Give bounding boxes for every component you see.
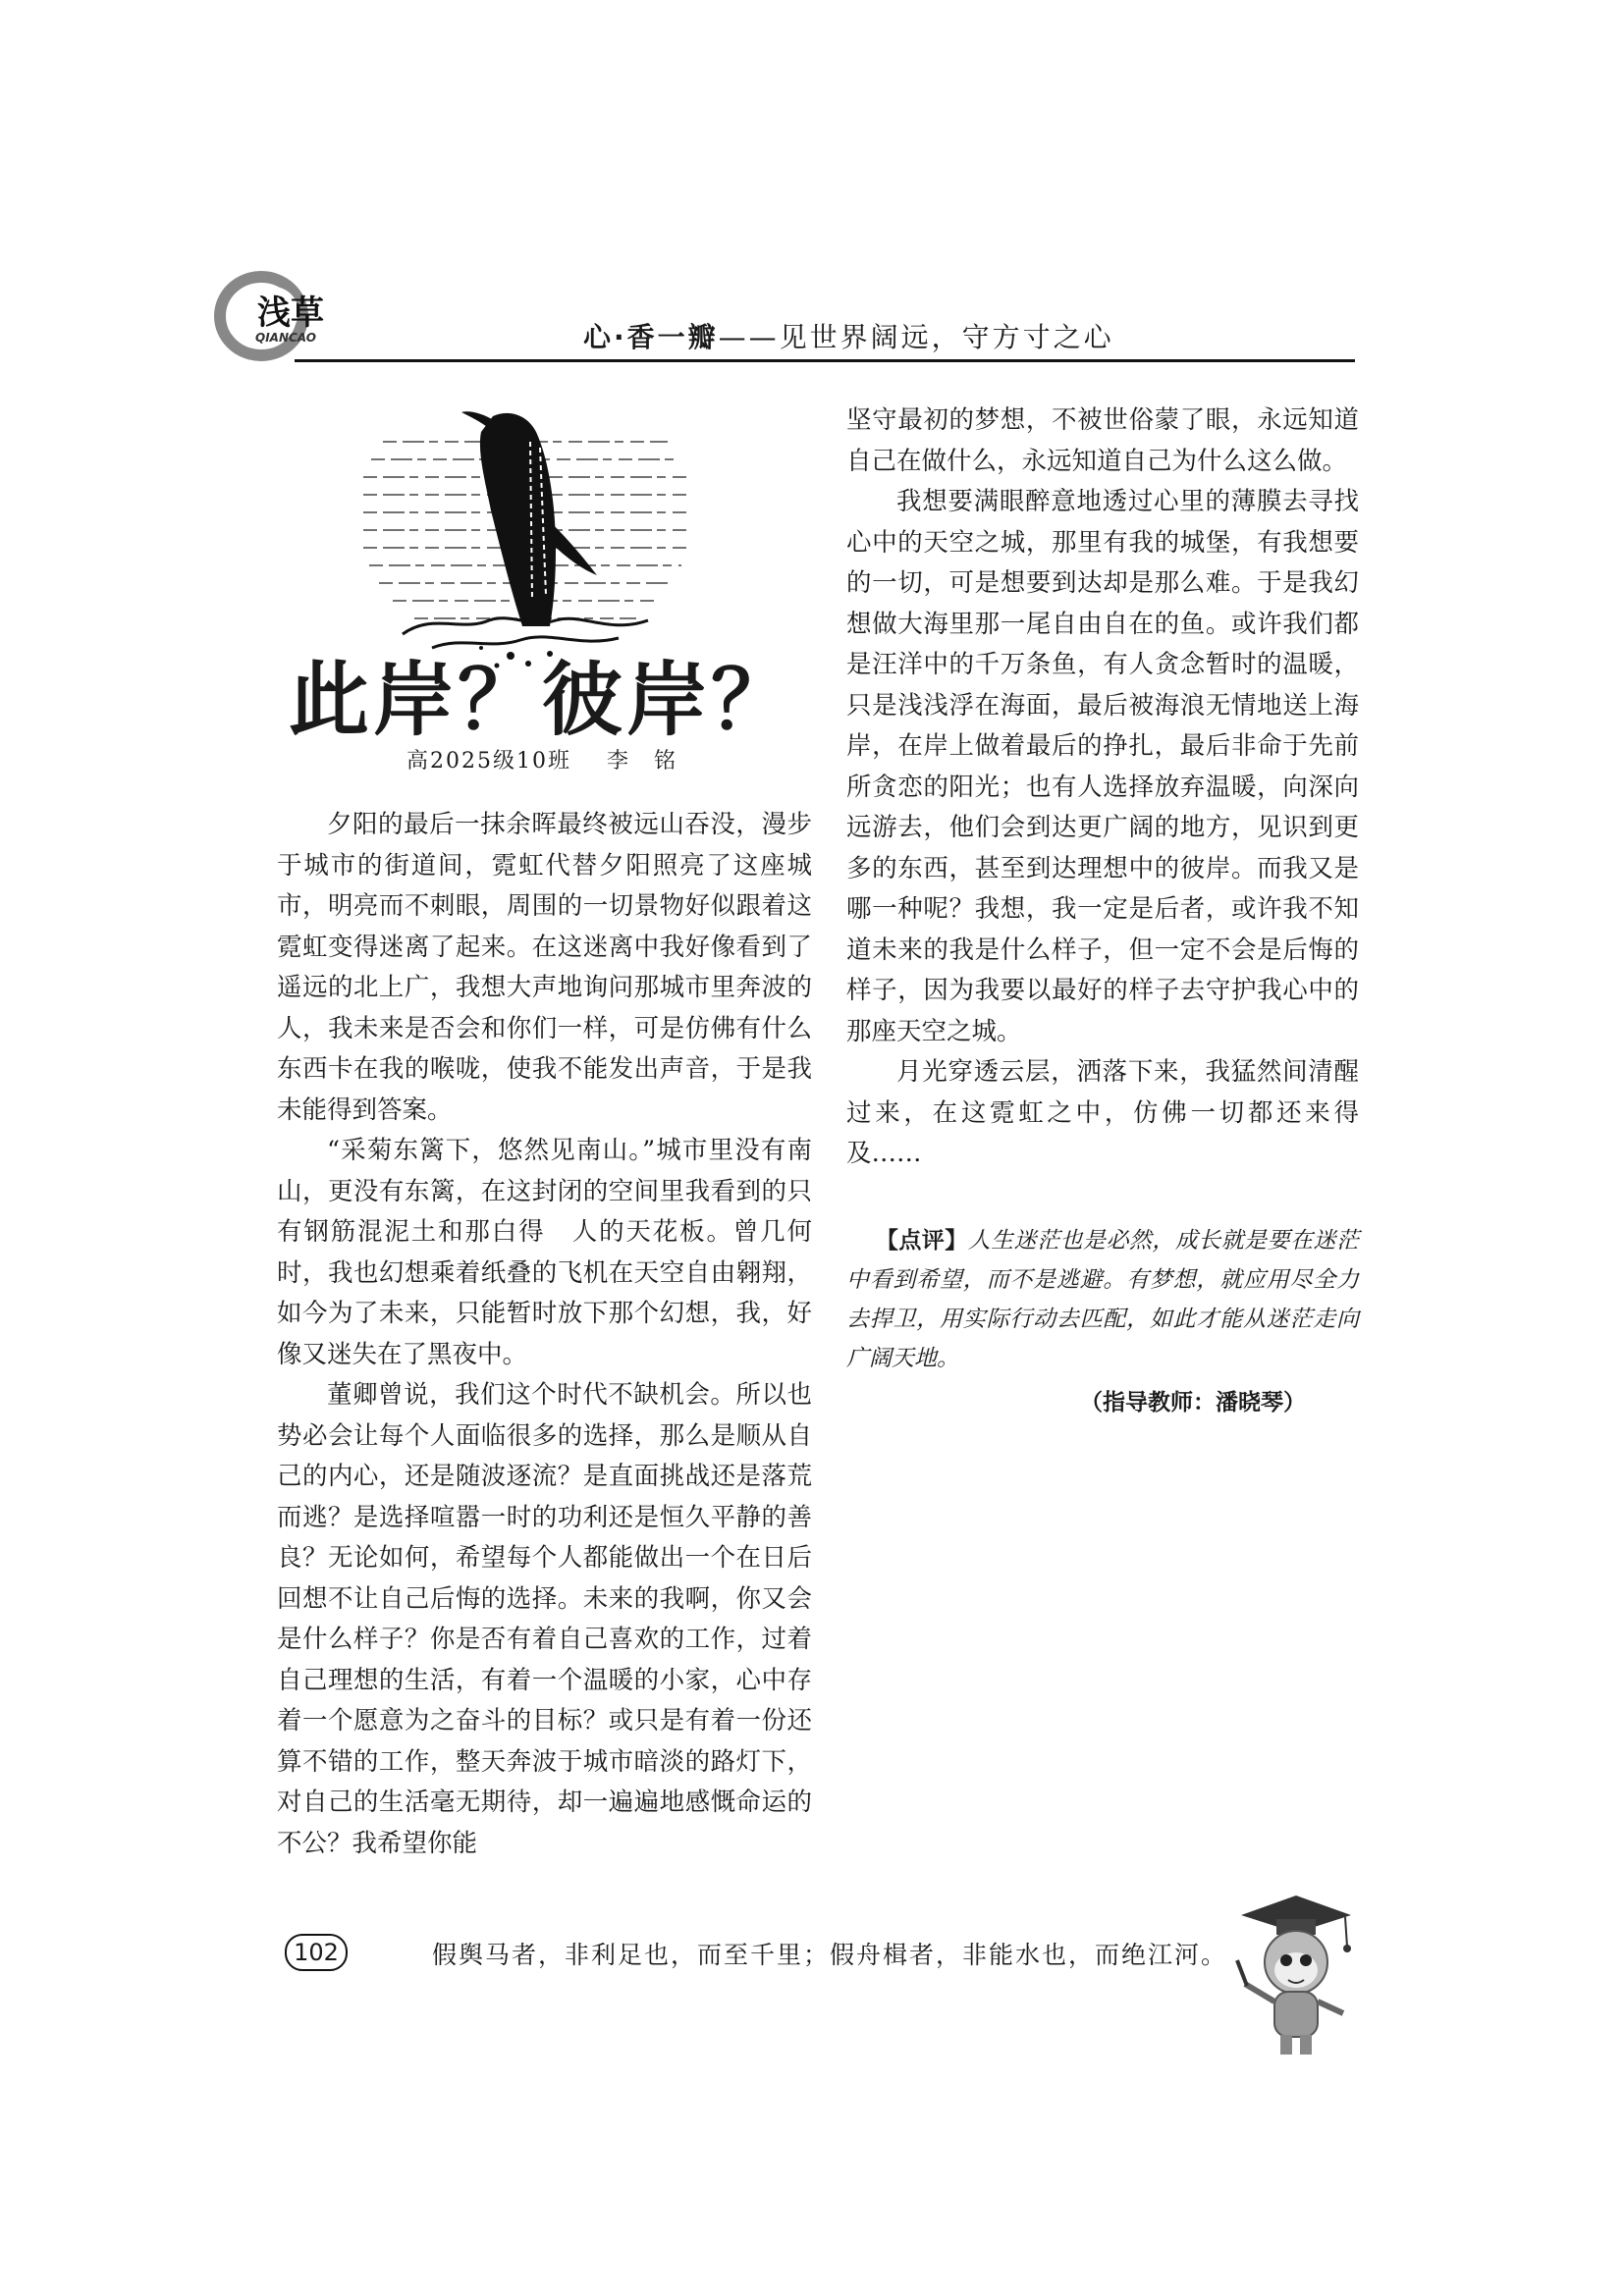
paragraph: 夕阳的最后一抹余晖最终被远山吞没，漫步于城市的街道间，霓虹代替夕阳照亮了这座城市，明亮而不刺眼，周围的一切景物好似跟着这霓虹变得迷离了起来。在这迷离中我好像看到了遥远的北上广，我想大声地询问那城市里奔波的人，我未来是否会和你们一样，可是仿佛有什么东西卡在我的喉咙，使我不能发出声音，于是我未能得到答案。 (277, 810, 812, 1125)
magazine-logo (214, 267, 371, 361)
scholar-mascot-icon (1227, 1890, 1365, 2066)
column-name: 心·香一瓣 (583, 321, 719, 353)
footer-motto: 假舆马者，非利足也，而至千里；假舟楫者，非能水也，而绝江河。 (432, 1941, 1228, 1969)
page-number: 102 (285, 1934, 348, 1971)
column-slogan: ——见世界阔远，守方寸之心 (718, 321, 1114, 353)
paragraph: 月光穿透云层，洒落下来，我猛然间清醒过来，在这霓虹之中，仿佛一切都还来得及…… (846, 1057, 1359, 1168)
logo-text: 浅草 (257, 294, 324, 333)
paragraph: “采菊东篱下，悠然见南山。”城市里没有南山，更没有东篱，在这封闭的空间里我看到的只有钢筋混泥土和那白得 人的天花板。曾几何时，我也幻想乘着纸叠的飞机在天空自由翱翔，如今为了未来，只能暂时放下那个幻想，我，好像又迷失在了黑夜中。 (277, 1136, 812, 1369)
comment-tag: 【点评】 (875, 1227, 968, 1254)
right-column (846, 400, 1359, 1175)
author-class: 高2025级10班 (406, 749, 571, 774)
comment-text: 人生迷茫也是必然，成长就是要在迷茫中看到希望，而不是逃避。有梦想，就应用尽全力去捍卫，用实际行动去匹配，如此才能从迷茫走向广阔天地。 (846, 1228, 1360, 1371)
author-name: 李 铭 (606, 749, 677, 774)
article-title: 此岸？彼岸？ (288, 653, 795, 747)
paragraph: 坚守最初的梦想，不被世俗蒙了眼，永远知道自己在做什么，永远知道自己为什么这么做。 (846, 405, 1359, 476)
column-header (583, 316, 1114, 355)
paragraph: 我想要满眼醉意地透过心里的薄膜去寻找心中的天空之城，那里有我的城堡，有我想要的一切，可是想要到达却是那么难。于是我幻想做大海里那一尾自由自在的鱼。或许我们都是汪洋中的千万条鱼，有人贪念暂时的温暖，只是浅浅浮在海面，最后被海浪无情地送上海岸，在岸上做着最后的挣扎，最后非命于先前所贪恋的阳光；也有人选择放弃温暖，向深向远游去，他们会到达更广阔的地方，见识到更多的东西，甚至到达理想中的彼岸。而我又是哪一种呢？我想，我一定是后者，或许我不知道未来的我是什么样子，但一定不会是后悔的样子，因为我要以最好的样子去守护我心中的那座天空之城。 (846, 487, 1359, 1046)
byline (277, 744, 807, 774)
header-divider (295, 359, 1355, 362)
editor-comment (846, 1221, 1359, 1378)
logo-subtext: QIANCAO (255, 331, 316, 345)
instructor-credit: （指导教师：潘晓琴） (1080, 1390, 1306, 1415)
paragraph: 董卿曾说，我们这个时代不缺机会。所以也势必会让每个人面临很多的选择，那么是顺从自己的内心，还是随波逐流？是直面挑战还是落荒而逃？是选择喧嚣一时的功利还是恒久平静的善良？无论如何，希望每个人都能做出一个在日后回想不让自己后悔的选择。未来的我啊，你又会是什么样子？你是否有着自己喜欢的工作，过着自己理想的生活，有着一个温暖的小家，心中存着一个愿意为之奋斗的目标？或只是有着一份还算不错的工作，整天奔波于城市暗淡的路灯下，对自己的生活毫无期待，却一遍遍地感慨命运的不公？我希望你能 (277, 1380, 812, 1858)
left-column (277, 805, 812, 1864)
whale-illustration (363, 402, 687, 672)
